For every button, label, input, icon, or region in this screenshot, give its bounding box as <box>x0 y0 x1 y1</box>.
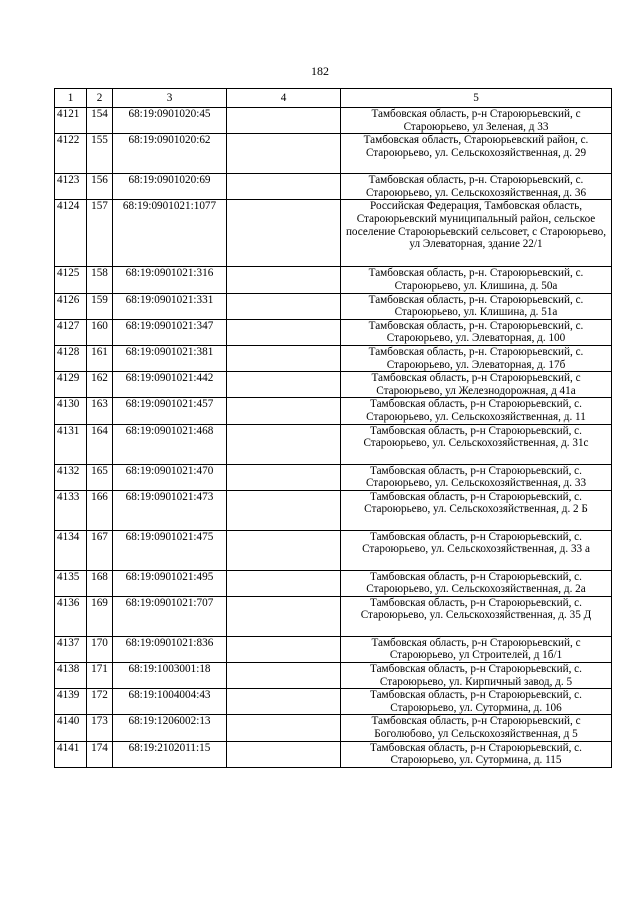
empty-cell <box>227 293 341 319</box>
empty-cell <box>227 689 341 715</box>
address: Тамбовская область, р-н Староюрьевский, с. Староюрьево, ул. Кирпичный завод, д. 5 <box>341 663 612 689</box>
row-number: 4136 <box>55 596 87 636</box>
table-row <box>55 636 612 662</box>
address: Тамбовская область, р-н Староюрьевский, с Староюрьево, ул Железнодорожная, д 41а <box>341 372 612 398</box>
empty-cell <box>227 319 341 345</box>
table-row <box>55 424 612 464</box>
address: Тамбовская область, р-н Староюрьевский, с. Староюрьево, ул. Сутормина, д. 115 <box>341 741 612 767</box>
address: Тамбовская область, р-н. Староюрьевский, с. Староюрьево, ул. Клишина, д. 50а <box>341 267 612 293</box>
row-ordinal: 162 <box>87 372 113 398</box>
address: Тамбовская область, Староюрьевский район, с. Староюрьево, ул. Сельскохозяйственная, д. 29 <box>341 134 612 174</box>
table-row <box>55 345 612 371</box>
table-row <box>55 134 612 174</box>
cadastral-number: 68:19:1003001:18 <box>113 663 227 689</box>
cadastral-number: 68:19:0901021:1077 <box>113 200 227 267</box>
cadastral-number: 68:19:0901021:381 <box>113 345 227 371</box>
cadastral-number: 68:19:0901021:347 <box>113 319 227 345</box>
table-row <box>55 174 612 200</box>
page-number: 182 <box>311 64 329 78</box>
empty-cell <box>227 345 341 371</box>
registry-table <box>54 88 612 768</box>
table-row <box>55 372 612 398</box>
header-col-1: 1 <box>55 89 87 108</box>
row-number: 4132 <box>55 464 87 490</box>
cadastral-number: 68:19:2102011:15 <box>113 741 227 767</box>
empty-cell <box>227 267 341 293</box>
row-ordinal: 166 <box>87 490 113 530</box>
address: Тамбовская область, р-н. Староюрьевский, с. Староюрьево, ул. Элеваторная, д. 100 <box>341 319 612 345</box>
address: Тамбовская область, р-н Староюрьевский, с. Староюрьево, ул. Сутормина, д. 106 <box>341 689 612 715</box>
table-row <box>55 490 612 530</box>
empty-cell <box>227 464 341 490</box>
row-ordinal: 154 <box>87 108 113 134</box>
cadastral-number: 68:19:0901020:69 <box>113 174 227 200</box>
address: Тамбовская область, р-н Староюрьевский, с. Староюрьево, ул. Сельскохозяйственная, д. 35 Д <box>341 596 612 636</box>
address: Тамбовская область, р-н. Староюрьевский, с. Староюрьево, ул. Сельскохозяйственная, д. 36 <box>341 174 612 200</box>
row-number: 4141 <box>55 741 87 767</box>
empty-cell <box>227 530 341 570</box>
table-row <box>55 398 612 424</box>
empty-cell <box>227 570 341 596</box>
empty-cell <box>227 200 341 267</box>
row-number: 4126 <box>55 293 87 319</box>
empty-cell <box>227 372 341 398</box>
table-row <box>55 715 612 741</box>
table-row <box>55 200 612 267</box>
row-ordinal: 160 <box>87 319 113 345</box>
cadastral-number: 68:19:0901021:331 <box>113 293 227 319</box>
row-number: 4140 <box>55 715 87 741</box>
row-number: 4133 <box>55 490 87 530</box>
row-ordinal: 165 <box>87 464 113 490</box>
cadastral-number: 68:19:0901021:836 <box>113 636 227 662</box>
row-ordinal: 161 <box>87 345 113 371</box>
empty-cell <box>227 398 341 424</box>
row-number: 4138 <box>55 663 87 689</box>
row-number: 4121 <box>55 108 87 134</box>
address: Тамбовская область, р-н Староюрьевский, с. Староюрьево, ул. Сельскохозяйственная, д. 11 <box>341 398 612 424</box>
row-ordinal: 170 <box>87 636 113 662</box>
empty-cell <box>227 174 341 200</box>
row-ordinal: 172 <box>87 689 113 715</box>
row-number: 4124 <box>55 200 87 267</box>
row-ordinal: 171 <box>87 663 113 689</box>
header-col-5: 5 <box>341 89 612 108</box>
table-row <box>55 530 612 570</box>
table-row <box>55 267 612 293</box>
table-row <box>55 570 612 596</box>
cadastral-number: 68:19:0901021:707 <box>113 596 227 636</box>
row-ordinal: 173 <box>87 715 113 741</box>
cadastral-number: 68:19:1206002:13 <box>113 715 227 741</box>
row-number: 4129 <box>55 372 87 398</box>
address: Тамбовская область, р-н Староюрьевский, с Боголюбово, ул Сельскохозяйственная, д 5 <box>341 715 612 741</box>
address: Тамбовская область, р-н Староюрьевский, с Староюрьево, ул Строителей, д 1б/1 <box>341 636 612 662</box>
table-row <box>55 663 612 689</box>
row-ordinal: 158 <box>87 267 113 293</box>
empty-cell <box>227 490 341 530</box>
row-number: 4135 <box>55 570 87 596</box>
row-ordinal: 164 <box>87 424 113 464</box>
address: Тамбовская область, р-н. Староюрьевский, с. Староюрьево, ул. Клишина, д. 51а <box>341 293 612 319</box>
table-row <box>55 293 612 319</box>
address: Тамбовская область, р-н Староюрьевский, с. Староюрьево, ул. Сельскохозяйственная, д. 2 Б <box>341 490 612 530</box>
table-row <box>55 464 612 490</box>
row-ordinal: 174 <box>87 741 113 767</box>
address: Российская Федерация, Тамбовская область, Староюрьевский муниципальный район, сельское поселение Староюрьевский сельсовет, с Староюрьево, ул Элеваторная, здание 22/1 <box>341 200 612 267</box>
address: Тамбовская область, р-н Староюрьевский, с. Староюрьево, ул. Сельскохозяйственная, д. 33 а <box>341 530 612 570</box>
row-ordinal: 169 <box>87 596 113 636</box>
address: Тамбовская область, р-н. Староюрьевский, с. Староюрьево, ул. Элеваторная, д. 17б <box>341 345 612 371</box>
row-number: 4139 <box>55 689 87 715</box>
empty-cell <box>227 596 341 636</box>
row-ordinal: 163 <box>87 398 113 424</box>
empty-cell <box>227 636 341 662</box>
empty-cell <box>227 108 341 134</box>
address: Тамбовская область, р-н Староюрьевский, с. Староюрьево, ул. Сельскохозяйственная, д. 2а <box>341 570 612 596</box>
empty-cell <box>227 663 341 689</box>
header-col-2: 2 <box>87 89 113 108</box>
table-row <box>55 741 612 767</box>
empty-cell <box>227 134 341 174</box>
row-number: 4127 <box>55 319 87 345</box>
empty-cell <box>227 715 341 741</box>
cadastral-number: 68:19:0901021:442 <box>113 372 227 398</box>
row-ordinal: 155 <box>87 134 113 174</box>
header-row <box>55 89 612 108</box>
row-ordinal: 156 <box>87 174 113 200</box>
table-row <box>55 596 612 636</box>
cadastral-number: 68:19:0901021:475 <box>113 530 227 570</box>
table-row <box>55 319 612 345</box>
row-number: 4131 <box>55 424 87 464</box>
cadastral-number: 68:19:0901021:468 <box>113 424 227 464</box>
address: Тамбовская область, р-н Староюрьевский, с. Староюрьево, ул. Сельскохозяйственная, д. 33 <box>341 464 612 490</box>
cadastral-number: 68:19:0901020:62 <box>113 134 227 174</box>
row-number: 4137 <box>55 636 87 662</box>
empty-cell <box>227 424 341 464</box>
row-number: 4134 <box>55 530 87 570</box>
table-row <box>55 108 612 134</box>
row-number: 4128 <box>55 345 87 371</box>
cadastral-number: 68:19:0901021:470 <box>113 464 227 490</box>
row-ordinal: 168 <box>87 570 113 596</box>
row-number: 4130 <box>55 398 87 424</box>
row-ordinal: 167 <box>87 530 113 570</box>
cadastral-number: 68:19:0901021:473 <box>113 490 227 530</box>
table-row <box>55 689 612 715</box>
row-number: 4122 <box>55 134 87 174</box>
cadastral-number: 68:19:1004004:43 <box>113 689 227 715</box>
cadastral-number: 68:19:0901020:45 <box>113 108 227 134</box>
cadastral-number: 68:19:0901021:457 <box>113 398 227 424</box>
row-ordinal: 159 <box>87 293 113 319</box>
row-number: 4123 <box>55 174 87 200</box>
header-col-3: 3 <box>113 89 227 108</box>
cadastral-number: 68:19:0901021:316 <box>113 267 227 293</box>
header-col-4: 4 <box>227 89 341 108</box>
row-number: 4125 <box>55 267 87 293</box>
empty-cell <box>227 741 341 767</box>
address: Тамбовская область, р-н Староюрьевский, с Староюрьево, ул Зеленая, д 33 <box>341 108 612 134</box>
address: Тамбовская область, р-н Староюрьевский, с. Староюрьево, ул. Сельскохозяйственная, д. 31с <box>341 424 612 464</box>
row-ordinal: 157 <box>87 200 113 267</box>
cadastral-number: 68:19:0901021:495 <box>113 570 227 596</box>
